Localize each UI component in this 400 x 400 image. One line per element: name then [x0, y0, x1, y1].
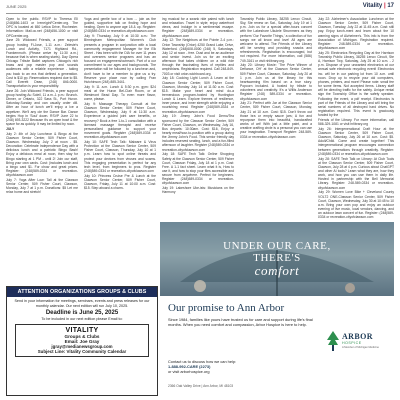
page-number: 17 [387, 3, 394, 9]
calendar-entry: July 9: Thursday, July 9 at 10:30 a.m.: The Birmingham Metropolitan Women's Club presents a program in conjunction with a local community engagement Manager for the Elk Street - Has been with the DIA for over 11 years and oversees senior programs and has an focused on engagement/outreach. Part of a our commitment to our ages and backgrounds. The presentation will be followed by a luncheon and, don't have to be a member to give us a try. Reserve your place now by calling Fran Hutchinson (248) 885-3441. [84, 34, 156, 84]
calendar-entry: Township Public Library, 38255 Lenox Circuit, Sky, Ste renew on Sat., Saturday, July 19 at 1 p.m. Join us for a special after-hours concert with the Lakeshore Ukulele Strummers as they perform 'Our Favorite Things,' a collection of fun songs we all know and love! All ages are welcome to attend. The Friends of the Library will be serving and providing snacks and refreshments. Registration is encouraged, but not required. For more information, call (586) 749-3161 or visit nhlibrary.org. [240, 17, 312, 63]
calendar-column-4 [240, 17, 312, 219]
promise-title: Our promise to Ann Arbor [168, 302, 285, 314]
calendar-entry: ing musical for a swank ride paired with lunch and relaxation. Travel in style; enjoy waterfront views, and indulge in a sentimental escape. Register (248)589-0334 or recreation-cityofclawson.com [162, 17, 234, 38]
ad-lower-panel [160, 296, 394, 394]
contact-intro: Contact us to discuss how we can help: [168, 359, 237, 364]
header-rule [6, 13, 394, 14]
calendar-entry: Open to the public. RSVP to Theresa Ell (248)656-1403 or Irene/ginFCenter.org. The OPC is located at 650 Letica Drive, Rochester. Information: Mail.oc.net (248)656-1000 or visit OPCcenter.org. [6, 17, 78, 38]
calendar-column-3 [162, 17, 234, 219]
calendar-entry: July 20: Library Movie: 'The Prize Winner of Defiance, OH' at the Clawson Senior Center, 509 Fisher Court, Clawson, Saturday, July 20 at 1 p.m. Join us at the library for this heartwarming film based on a true story. Popcorn included. A hosted by tribute to volunteers and creativity. It's a Willis Anderson Register (248) 589-0334 or recreation-cityofclawson.com [240, 63, 312, 101]
contact-website[interactable]: or visit arborhospice.org [168, 368, 210, 374]
headline-comfort: comfort [254, 263, 300, 278]
calendar-entry: July 10: SAFE Tech Talk: Malware & Virus Protection at the Clawson Senior Center, 509 Fisher Court, Clawson, Thursday, July 10 at 1 p.m. Learn how to spot online threats and protect your devices from viruses and scams. This engaging presentation is perfect for any tech level, from beginners to pros. Register (248)589-0334 or recreation-cityofclawson.com [84, 139, 156, 173]
logo-tagline: A Member of Michigan Medicine [342, 346, 379, 349]
ad-address: 2366 Oak Valley Drive | Ann Arbor, MI 48103 [168, 384, 234, 388]
headline-line-3: THERE'S [253, 252, 301, 264]
calendar-entry: July 18: SAFE Tech Talk: Online Shopping Safety at the Clawson Senior Center, 509 Fisher Court, Clawson Friday, July 18 at 1 p.m. Cost: Free. A 1-1 fact sheet. Learn what it is, How to use it, and how to stop your files accessible and secure from anywhere. Perfect for beginners. Register (248)589-0334 or recreation-cityofclawson.com [162, 152, 234, 186]
ad-box-email-name: Email: Joe Gray [64, 339, 100, 345]
calendar-entry: June 25: Widowed Friends, a peer support group hosting Fi-Jose, 1-11 a.m.: Zeleste's Lunch and Activity, 7171 Highland Rd., Frankenmuth. (Please arrive by 11:30 a.m.) because that is when seating starts). Day Opera Chicago Tribute Ballet captures Chicago's rich brass and pop master pop and sounds audiences with a reliable experience - taking you back to an era that defined a generation. Cost is $10 pp. Reservations required due to $5. Call Everett Dean, (248) 846-0000. Transportation is your responsibility. [6, 38, 78, 89]
issue-date: JUNE 2025 [6, 4, 27, 9]
ad-note: To be included in our next edition please Email to: [41, 317, 123, 322]
calendar-entry: July 21: Perfect with Jar at the Clawson Senior Center, 509 Fisher Court, Clawson, Monday, July 21 at 10 a.m. Cost: $15. Don't throw out those bra or empty sauce jars; A fun and repurpose them into beautiful, handcrafted works of art! With just a little paint, and a creative crafting circle is a personal you can use your imagination. Transport Register: 248-589-0334 or recreation-cityofclawson.com [240, 101, 312, 139]
calendar-entry: Friends of the Library. For more information, call 586-329-1081 or visit hrlibrary.org [318, 117, 394, 127]
ad-headline [160, 240, 394, 277]
page-header [6, 4, 394, 14]
calendar-entry: July 26: Intergenerational Craft Hour at the Clawson Senior Center, 509 Fisher Court, Clawson, Saturday, July 26 at 10 a.m. Cost: $5. Adult/Child. Come and create together! This intergenerational program encourages connection between generations through creativity. Register: (248)589-0334 or recreation-cityofclawson.com [318, 126, 394, 156]
calendar-column-2 [84, 17, 156, 281]
calendar-entry: July 22: Alzheimer's Association Luncheon at the Clawson Senior Center, 509 Fisher Court, Clawson, Tuesday, July 22 at 11:45 a.m. Cost: still pay. Enjoy lunch-ment and learn about the 10 warning signs of Alzheimer's. This info is from the Association of Michigan. Registration required. Register: 248-589-0334 or recreation-cityofclawson.com [318, 17, 394, 51]
arbor-hospice-logo [326, 326, 386, 366]
calendar-entry: July 7: Yoga After Low: Tall at the Clawson Senior Center, 509 Fisher Court, Clawson, Monday, July 7 at 1 p.m. Donations: $5 Let me relax home and stretch! [6, 177, 78, 195]
logo-sub: HOSPICE [342, 341, 362, 345]
ad-box-subject: Subject Line: Vitality Community Calendar [37, 349, 127, 355]
calendar-entry: July 2: 4th of July Luncheon & Bingo at the Clawson Senior Center, 509 Fisher Court, Clawson. Wednesday, July 2 at noon - $5. Decoration: Celebrate Independence Day with a delicious lunch and a patriotic Bingo Bash! Enjoy a delicious meal at noon, then stay for Bingo starting at 1 PM - until 2! Join our staff, Bring your own cards. Cost: (includes lunch and a bingo card $1. For chow and great prizes. Register: (248)589-0334 or recreation-cityofclawson.com [6, 131, 78, 178]
calendar-entry: July 9: Massage Therapy Consult at the Clawson Senior Center, 509 Fisher Court, Clawson, Wednesday, July 9 at 11:30 a.m. Experience a guided joint care benefits, or recovery? Book a free 1-to-1 consultation with a licensed massage therapist and receive personalized guidance to support your movement goals. Register (248)589-0334 or recreation-cityofclawson.com [84, 101, 156, 140]
arbor-hospice-ad [160, 222, 394, 394]
calendar-entry: July 28: SAFE Tech Talk on Library: At Club Tools at the Clawson Senior Center, 509 Fisher Court, Clawson, July 28 at 4 p.m. Curious about ChatGPT and other AI tools? Learn what they are, how they work, and how you can use them in daily life. Hosted in partnership with the Bell Memorial Library. Register: 248-589-0334 or recreation-cityofclawson.com [318, 156, 394, 190]
calendar-entry: July 12: The Neighbors at the Pointe 2-4 p.m.: Orion Township (Orion) 4250 Grand Lake, Drive, Waterford. (248)608-0000 (248) 5, Saturdays, July 12 at noon - free. Dust and be an audience and senior invest. Join us for an exciting afternoon that takes children on a wild ride through the fascinating lives of reptiles and amphibians. Registration required. Call 248-849-7003 or visit orion-wichboard.org. [162, 38, 234, 76]
ad-banner: ATTENTION ORGANIZATIONS GROUPS & CLUBS [7, 287, 157, 297]
logo-name: ARBOR [342, 332, 373, 341]
ad-description: Send in your information for meetings, seminars, events and press releases for our monthly calendar. Our next edition will run July 10, 2025. [14, 299, 150, 308]
ad-deadline: Deadline is June 25, 2025 [45, 310, 119, 317]
ad-box-subtitle: Groups & Clubs [64, 334, 100, 340]
calendar-entry: July 10: Princess Cruise Pre & Lunch at the Clawson Senior Center, 509 Fisher Court, Clawson, Friday, July 11 at 10:00 a.m. Cost: $15. Step aboard a charm- [84, 173, 156, 191]
contact-block [168, 360, 318, 375]
calendar-entry: July 25: Electronics Recycling Day at the Harrison Township Public Library, 38255 Lenox Circuit, Ste A, Harrison Twp, Saturday, July 25 at 10 a.m. - 2 p.m. Dispose of your unwanted electronics at our annual safe electronic recycling event! Electronics inc. will be in our parking lot from 10 a.m. until noon. Drop up to recycle your old computers, phones, printers, and more! Please note: small fee for some items. Not accepted items. Library staff will be directing traffic for the safety. Unique rental sign the Township Office is the safety speaker. Following the event, a pdf receipt. Electronics is part of the Friends of the Library and will bring the serial numbers of all destroyed hard drives. No registration required. This event is graciously funded by the [318, 50, 394, 118]
promise-body: Since 1984, families like yours have trusted us for care and support during life's final months. When you need comfort and compassion, Arbor Hospice is here to help. [168, 317, 313, 327]
calendar-entry: July 19: Jimmy John's Food Demo/Tea sponsored by the Clawson Senior Center, 509 Fisher Court, Clawson, on Wednesday, July 16, Bus departs: 10:30am. Cost: $16, Enjoy a hearty meal/hour-to-position with a group during the Jimmy John's Food. This senior friendly day includes reserved seating, lunch, and a fun-filled afternoon of laughter. Register (248)589-0334 or recreation-cityofclawson.com [162, 114, 234, 152]
contact-phone[interactable]: 1-888-992-CARE (2273) [168, 363, 211, 369]
month-heading: JULY [6, 126, 15, 131]
calendar-entry: July 19: Lakeshore Uke-ists: Musicians on the Harmony [162, 186, 234, 195]
calendar-column-1 [6, 17, 78, 281]
calendar-entry: July 18: Cooking Light Lunch & Learn at the Clawson Senior Center, 509 Fisher Court, Clawson, Monday July 14 at 11:30 a.m. Cost: $15. Make your heart and mind do-a tremendous program-hosted by Huntington Lunch & Learn. Explore themes of resilience, inner peace, and inner strength while enjoying a nourishing meal. Register (248)589-0334 or recreation-cityofclawson.com [162, 76, 234, 114]
ad-contact-box [15, 324, 149, 357]
ad-box-email-link[interactable]: jgray@medianewsgroup.com [51, 344, 113, 350]
headline-line-2: OUR CARE, [267, 240, 331, 252]
calendar-column-5 [318, 17, 394, 219]
calendar-entry: July 9: 11 a.m. Lunch & 5:30 p.m. gym: $24 meal at the Huron Bel-Clair Room, or at Westmont Bead Day. To even more flavor, come, please. [84, 84, 156, 102]
section-label [363, 3, 394, 9]
section-name: Vitality [362, 3, 383, 9]
page-number-separator: | [383, 3, 388, 9]
calendar-submission-ad [6, 286, 158, 396]
calendar-entry: June 26: Join Widowed Friends, a peer support group hosting Au Soleil, 11 a.m.-1 p.m.: Brunch-Dinner, or Ontario, 322 Sass St., Port Huron. Saturday-Sunday and can usually order dill. After an hour of lunch we'll enjoy a Ice a appetizer. We'll any ole the Dance Bar. Dance begins Hop in 'Soul' down. RSVP June 22 to (248) 693-3222 Because it's an open bowl & the space for as quickly. It may be limited by noon. [6, 88, 78, 127]
calendar-entry: July 29: Women Love Bike + Cleveland County VOLT2 ONE-Clawson Senior Center, 509 Fisher Court, Clawson, Wednesday, July 30 at 10:45 to 10 a.m. Bring your own pop and enjoy an outdoor evening of live music, local vendors, dancing, and an outdoor lawn concert of fun. Register: (248)589-0334 or recreation-cityofclawson.com [318, 190, 394, 219]
headline-line-1: UNDER [223, 240, 265, 252]
tree-icon [326, 330, 340, 352]
ad-box-title: VITALITY [65, 327, 99, 335]
calendar-entry: Yoga and gentle tow of a bow ... join as the guided, supportive talk on finding hope and healing. Open to anyone age 18 & up. Register: (248)589-0334 or recreation-cityofclawson.com [84, 17, 156, 34]
